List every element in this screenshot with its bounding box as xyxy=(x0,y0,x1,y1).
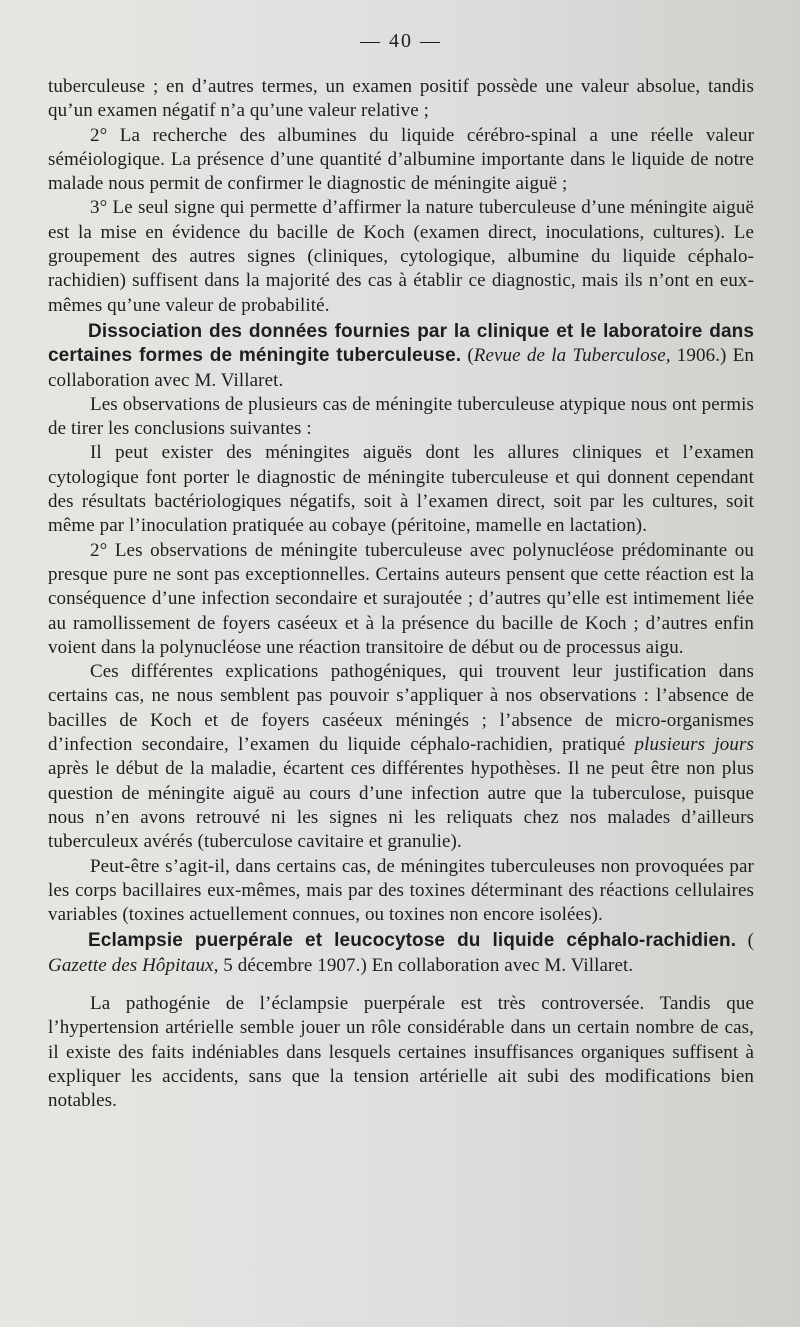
source-open: ( xyxy=(461,345,474,367)
paragraph-hypothesis: Peut-être s’agit-il, dans certains cas, de méningites tuberculeuses non provoquées par les corps bacillaires eux-mêmes, mais par des toxines déterminant des réactions cellulaires variables (toxines actuellement connues, ou toxines non encore isolées). xyxy=(48,855,754,926)
paragraph-conclusion-1: Il peut exister des méningites aiguës dont les allures cliniques et l’examen cytologique font porter le diagnostic de méningite tuberculeuse et qui donnent cependant des résultats bactériologiques négatifs, soit à l’examen direct, soit par les cultures, soit même par l’inoculation pratiquée au cobaye (péritoine, mamelle en lactation). xyxy=(48,442,754,537)
paragraph-observations: Les observations de plusieurs cas de méningite tuberculeuse atypique nous ont permis de tirer les conclusions suivantes : xyxy=(48,393,754,440)
paragraph-point-2: 2° La recherche des albumines du liquide cérébro-spinal a une réelle valeur séméiologique. La présence d’une quantité d’albumine importante dans le liquide de notre malade nous permit de confirmer le diagnostic de méningite aiguë ; xyxy=(48,124,754,195)
italic-span: plusieurs jours xyxy=(634,734,754,756)
text-span: Ces différentes explications pathogéniques, qui trouvent leur justification dans certains cas, ne nous semblent pas pouvoir s’appliquer à nos observations : l’absence de bacilles de Koch et de foyers caséeux méningés ; l’absence de micro-organismes d’infection secondaire, l’examen du liquide céphalo-rachidien, pratiqué xyxy=(48,661,754,756)
source-details: 5 décembre 1907.) En collaboration avec M. Villaret. xyxy=(218,954,634,976)
article-title: Eclampsie puerpérale et leucocytose du liquide céphalo-rachidien. xyxy=(88,930,737,952)
source-details: 1906.) En collaboration avec M. Villaret. xyxy=(48,345,755,391)
text-span: après le début de la maladie, écartent ces différentes hypothèses. Il ne peut être non plus question de méningite aiguë au cours d’une infection autre que la tuberculose, puisque nous n’en avons retrouvé ni les signes ni les reliquats chez nos malades d’ailleurs tuberculeux avérés (tuberculose cavitaire et granulie). xyxy=(48,758,754,853)
journal-name: Gazette des Hôpitaux, xyxy=(48,954,219,976)
journal-name: Revue de la Tuberculose, xyxy=(473,345,671,367)
paragraph-eclampsie: La pathogénie de l’éclampsie puerpérale est très controversée. Tandis que l’hypertension artérielle semble jouer un rôle considérable dans un certain nombre de cas, il existe des faits indéniables dans lesquels certaines insuffisances organiques suffisent à expliquer les accidents, sans que la tension artérielle ait subi des modifications bien notables. xyxy=(48,992,754,1112)
article-heading-dissociation xyxy=(48,320,754,393)
paragraph-continuation: tuberculeuse ; en d’autres termes, un examen positif possède une valeur absolue, tandis qu’un examen négatif n’a qu’une valeur relative ; xyxy=(48,76,754,122)
paragraph-conclusion-2: 2° Les observations de méningite tuberculeuse avec polynucléose prédominante ou presque pure ne sont pas exceptionnelles. Certains auteurs pensent que cette réaction est la conséquence d’une infection secondaire et surajoutée ; d’autres qu’elle est intimement liée au ramollissement de foyers caséeux et à la présence du bacille de Koch ; d’autres enfin voient dans la polynucléose une réaction transitoire de début ou de processus aigu. xyxy=(48,539,754,658)
article-heading-eclampsie xyxy=(48,929,754,978)
page-number: — 40 — xyxy=(360,30,442,52)
paragraph-point-3: 3° Le seul signe qui permette d’affirmer la nature tuberculeuse d’une méningite aiguë est la mise en évidence du bacille de Koch (examen direct, inoculations, cultures). Le groupement des autres signes (cliniques, cytologique, albumine du liquide céphalo-rachidien) suffisent dans la majorité des cas à établir ce diagnostic, mais ils n’ont en eux-mêmes qu’une valeur de probabilité. xyxy=(48,197,754,316)
source-open: ( xyxy=(736,930,754,952)
paragraph-explanations xyxy=(48,660,754,854)
article-title: Dissociation des données fournies par la clinique et le laboratoire dans certaines formes de méningite tuberculeuse. xyxy=(48,320,754,367)
